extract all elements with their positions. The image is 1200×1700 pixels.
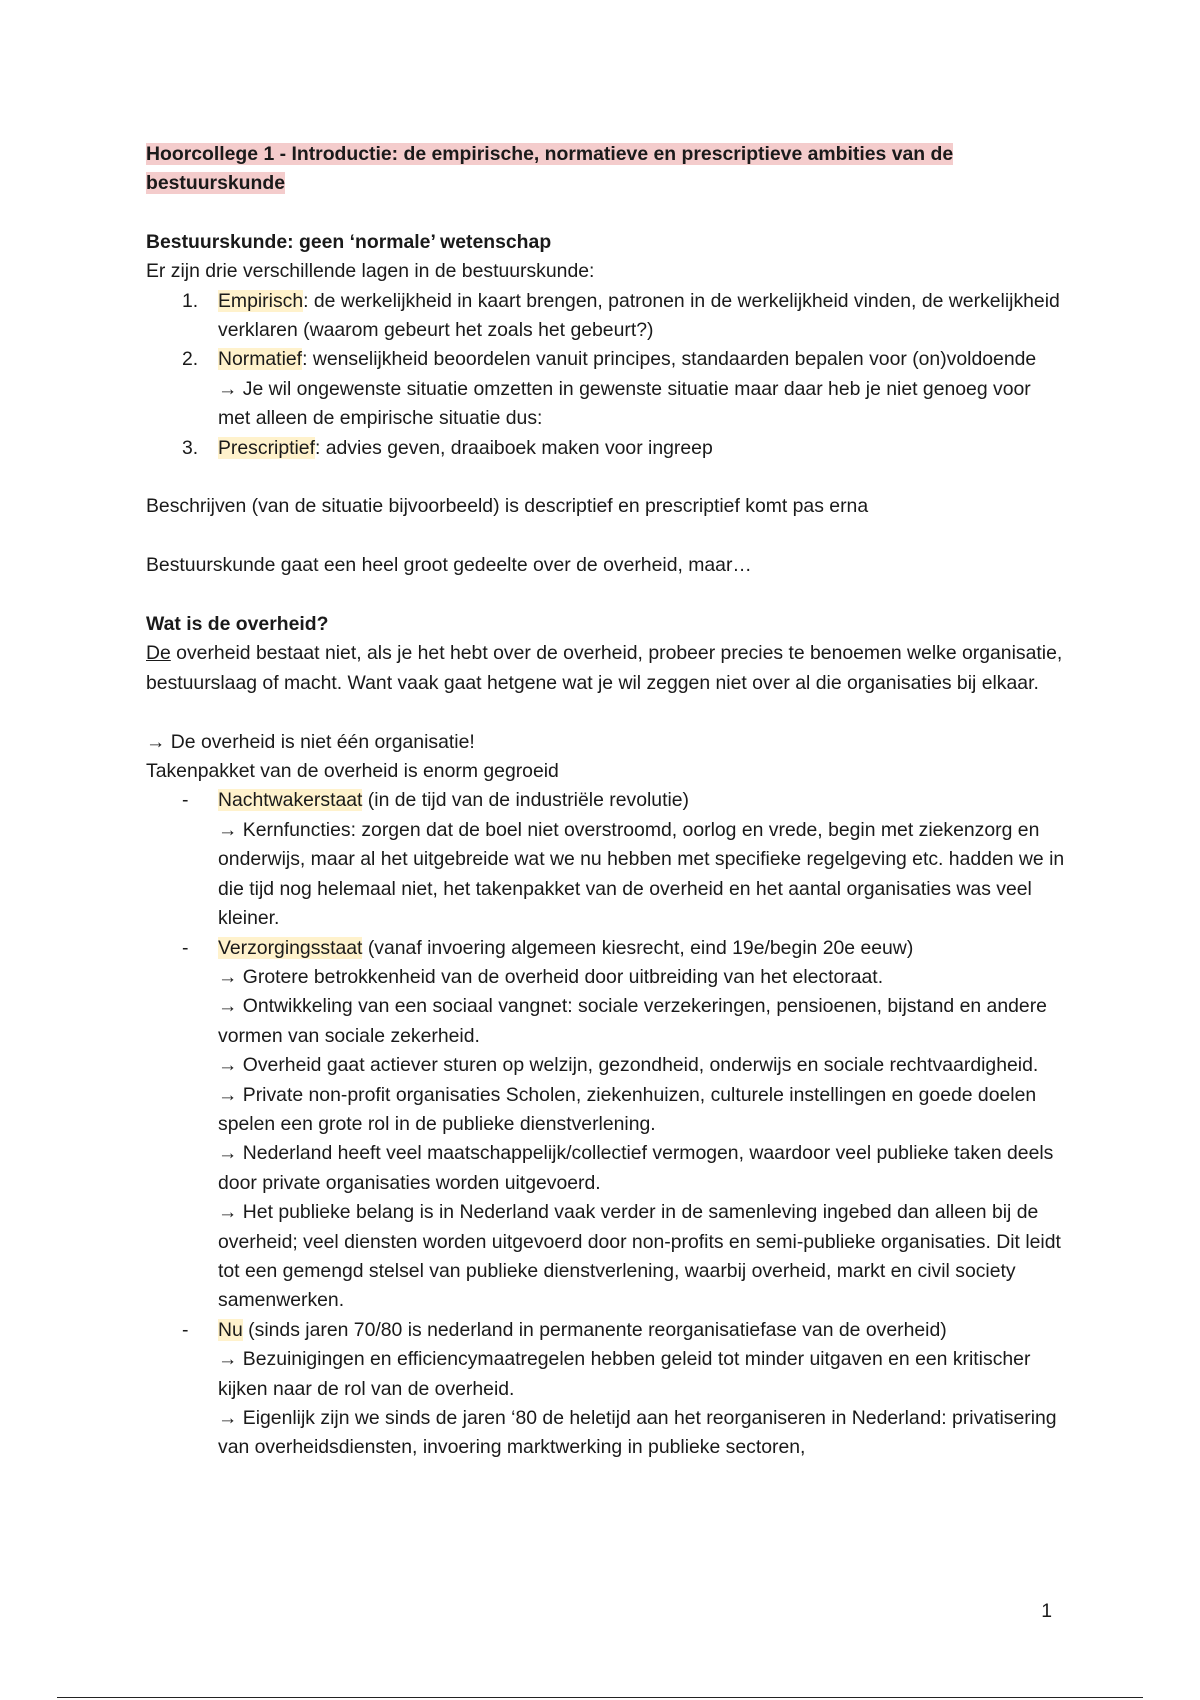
- list-note: → Eigenlijk zijn we sinds de jaren ‘80 de heletijd aan het reorganiseren in Nederland: privatisering van overheidsdiensten, invoering marktwerking in publieke sectoren,: [218, 1407, 1057, 1459]
- document-page: [146, 140, 1066, 1463]
- list-note: → Je wil ongewenste situatie omzetten in gewenste situatie maar daar heb je niet genoeg voor met alleen de empirische situatie dus:: [218, 377, 1031, 430]
- list-item: - Nachtwakerstaat (in de tijd van de industriële revolutie) → Kernfuncties: zorgen dat de boel niet overstroomd, oorlog en vrede, begin met ziekenzorg en onderwijs, maar al het uitgebreide wat we nu hebben met specifieke regelgeving etc. hadden we in die tijd nog helemaal niet, het takenpakket van de overheid en het aantal organisaties was veel kleiner.: [146, 786, 1066, 933]
- list-note: → Nederland heeft veel maatschappelijk/collectief vermogen, waardoor veel publieke taken deels door private organisaties worden uitgevoerd.: [218, 1142, 1054, 1194]
- highlighted-term: Nu: [218, 1318, 243, 1341]
- highlighted-term: Verzorgingsstaat: [218, 936, 363, 959]
- list-note: → Bezuinigingen en efficiencymaatregelen hebben geleid tot minder uitgaven en een kritischer kijken naar de rol van de overheid.: [218, 1348, 1031, 1400]
- highlighted-term: Prescriptief: [218, 436, 315, 459]
- paragraph: Takenpakket van de overheid is enorm gegroeid: [146, 760, 559, 783]
- list-item: - Verzorgingsstaat (vanaf invoering algemeen kiesrecht, eind 19e/begin 20e eeuw) → Grotere betrokkenheid van de overheid door uitbreiding van het electoraat. → Ontwikkeling van een sociaal vangnet: sociale verzekeringen, pensioenen, bijstand en andere vormen van sociale zekerheid. → Overheid gaat actiever sturen op welzijn, gezondheid, onderwijs en sociale rechtvaardigheid. → Private non-profit organisaties Scholen, ziekenhuizen, culturele instellingen en goede doelen spelen een grote rol in de publieke dienstverlening. → Nederland heeft veel maatschappelijk/collectief vermogen, waardoor veel publieke taken deels door private organisaties worden uitgevoerd. → Het publieke belang is in Nederland vaak verder in de samenleving ingebed dan alleen bij de overheid; veel diensten worden uitgevoerd door non-profits en semi-publieke organisaties. Dit leidt tot een gemengd stelsel van publieke dienstverlening, waarbij overheid, markt en civil society samenwerken.: [146, 934, 1066, 1316]
- list-item: 1. Empirisch: de werkelijkheid in kaart brengen, patronen in de werkelijkheid vinden, de werkelijkheid verklaren (waarom gebeurt het zoals het gebeurt?): [182, 289, 1060, 342]
- numbered-list: [146, 287, 1066, 463]
- footer-divider: [57, 1697, 1143, 1698]
- dash-list: [146, 786, 1066, 1462]
- list-note: → Grotere betrokkenheid van de overheid door uitbreiding van het electoraat.: [218, 965, 884, 988]
- list-note: → Het publieke belang is in Nederland vaak verder in de samenleving ingebed dan alleen bij de overheid; veel diensten worden uitgevoerd door non-profits en semi-publieke organisaties. Dit leidt tot een gemengd stelsel van publieke dienstverlening, waarbij overheid, markt en civil society samenwerken.: [218, 1201, 1061, 1312]
- highlighted-term: Nachtwakerstaat: [218, 789, 363, 812]
- list-note: → Ontwikkeling van een sociaal vangnet: sociale verzekeringen, pensioenen, bijstand en andere vormen van sociale zekerheid.: [218, 995, 1047, 1047]
- section-intro: Er zijn drie verschillende lagen in de bestuurskunde:: [146, 260, 595, 283]
- list-item: 2. Normatief: wenselijkheid beoordelen vanuit principes, standaarden bepalen voor (on)voldoende → Je wil ongewenste situatie omzetten in gewenste situatie maar daar heb je niet genoeg voor met alleen de empirische situatie dus:: [146, 345, 1066, 433]
- paragraph: Bestuurskunde gaat een heel groot gedeelte over de overheid, maar…: [146, 554, 752, 577]
- list-item: 3. Prescriptief: advies geven, draaiboek maken voor ingreep: [182, 436, 713, 459]
- paragraph: De overheid bestaat niet, als je het hebt over de overheid, probeer precies te benoemen welke organisatie, bestuurslaag of macht. Want vaak gaat hetgene wat je wil zeggen niet over al die organisaties bij elkaar.: [146, 642, 1063, 694]
- list-note: → Private non-profit organisaties Scholen, ziekenhuizen, culturele instellingen en goede doelen spelen een grote rol in de publieke dienstverlening.: [218, 1083, 1037, 1135]
- list-note: → Overheid gaat actiever sturen op welzijn, gezondheid, onderwijs en sociale rechtvaardigheid.: [218, 1054, 1039, 1077]
- highlighted-term: Normatief: [218, 348, 303, 371]
- list-item: - Nu (sinds jaren 70/80 is nederland in permanente reorganisatiefase van de overheid) → Bezuinigingen en efficiencymaatregelen hebben geleid tot minder uitgaven en een kritischer kijken naar de rol van de overheid. → Eigenlijk zijn we sinds de jaren ‘80 de heletijd aan het reorganiseren in Nederland: privatisering van overheidsdiensten, invoering marktwerking in publieke sectoren,: [146, 1316, 1066, 1463]
- section-heading-bestuurskunde: Bestuurskunde: geen ‘normale’ wetenschap: [146, 230, 552, 253]
- page-number: 1: [1041, 1600, 1052, 1622]
- paragraph: Beschrijven (van de situatie bijvoorbeeld) is descriptief en prescriptief komt pas erna: [146, 495, 869, 518]
- list-note: → Kernfuncties: zorgen dat de boel niet overstroomd, oorlog en vrede, begin met ziekenzorg en onderwijs, maar al het uitgebreide wat we nu hebben met specifieke regelgeving etc. hadden we in die tijd nog helemaal niet, het takenpakket van de overheid en het aantal organisaties was veel kleiner.: [218, 818, 1065, 930]
- section-heading-overheid: Wat is de overheid?: [146, 613, 329, 636]
- arrow-line: → De overheid is niet één organisatie!: [146, 730, 475, 753]
- document-title: Hoorcollege 1 - Introductie: de empirische, normatieve en prescriptieve ambities van de bestuurskunde: [146, 143, 954, 195]
- highlighted-term: Empirisch: [218, 289, 304, 312]
